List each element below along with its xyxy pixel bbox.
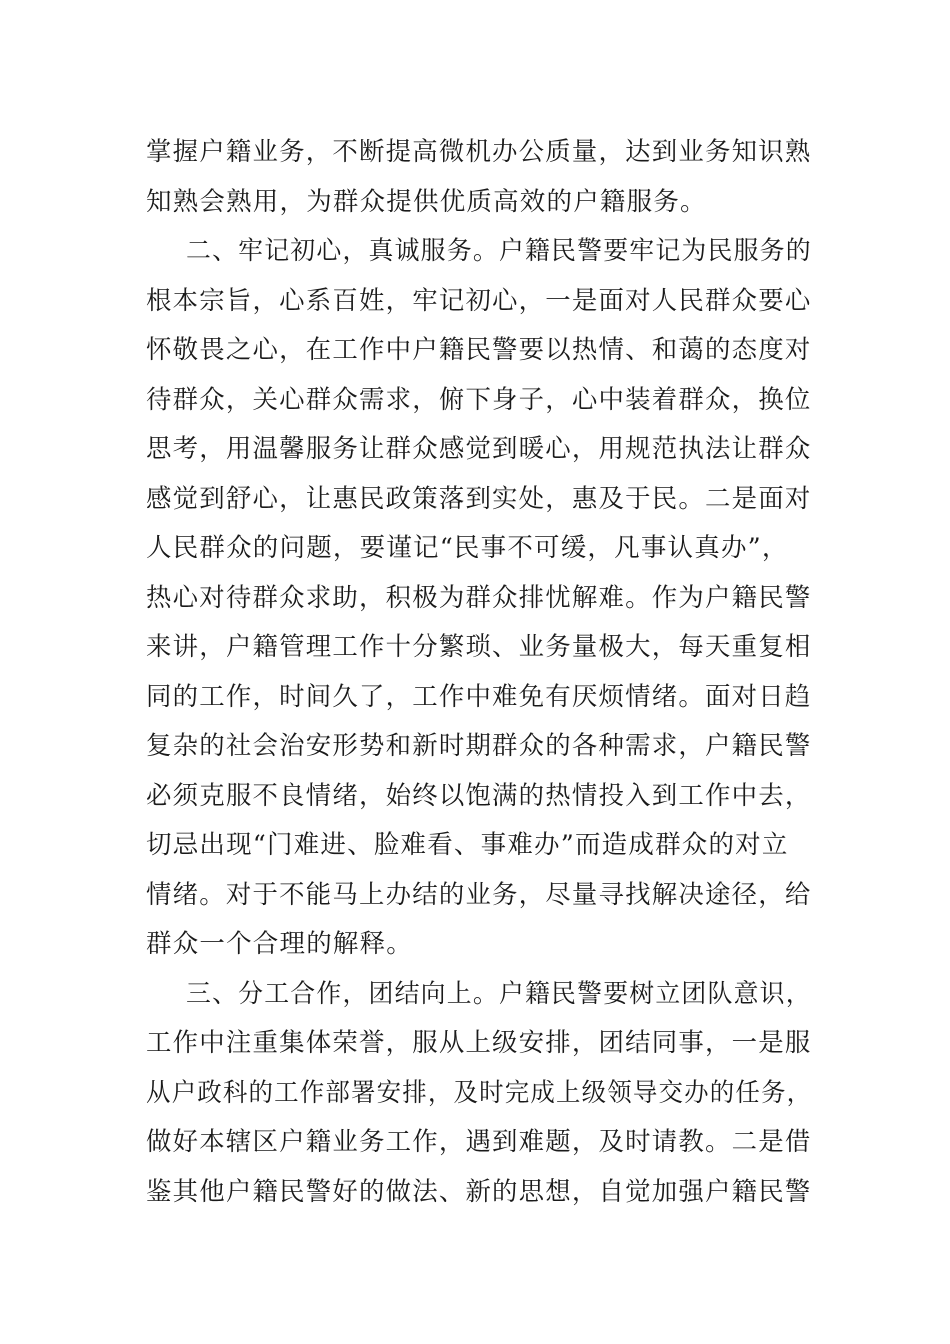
text-line: 复杂的社会治安形势和新时期群众的各种需求，户籍民警 [146,731,812,761]
text-line: 情绪。对于不能马上办结的业务，尽量寻找解决途径，给 [146,880,812,910]
text-line: 做好本辖区户籍业务工作，遇到难题，及时请教。二是借 [146,1127,812,1157]
text-line: 工作中注重集体荣誉，服从上级安排，团结同事，一是服 [146,1028,812,1058]
text-line: 掌握户籍业务，不断提高微机办公质量，达到业务知识熟 [146,137,812,167]
text-line: 待群众，关心群众需求，俯下身子，心中装着群众，换位 [146,385,812,415]
text-line: 来讲，户籍管理工作十分繁琐、业务量极大，每天重复相 [146,632,812,662]
text-line: 人民群众的问题，要谨记“民事不可缓，凡事认真办”， [146,533,789,563]
text-line: 感觉到舒心，让惠民政策落到实处，惠及于民。二是面对 [146,484,812,514]
text-line: 同的工作，时间久了，工作中难免有厌烦情绪。面对日趋 [146,682,812,712]
text-line: 鉴其他户籍民警好的做法、新的思想，自觉加强户籍民警 [146,1177,812,1207]
paragraph-heading-line: 二、牢记初心，真诚服务。户籍民警要牢记为民服务的 [186,236,812,266]
text-line: 群众一个合理的解释。 [146,929,414,959]
text-line: 怀敬畏之心，在工作中户籍民警要以热情、和蔼的态度对 [146,335,812,365]
text-line: 知熟会熟用，为群众提供优质高效的户籍服务。 [146,187,707,217]
paragraph-heading-line: 三、分工合作，团结向上。户籍民警要树立团队意识， [186,979,812,1009]
text-line: 热心对待群众求助，积极为群众排忧解难。作为户籍民警 [146,583,812,613]
text-line: 切忌出现“门难进、脸难看、事难办”而造成群众的对立 [146,830,789,860]
text-line: 必须克服不良情绪，始终以饱满的热情投入到工作中去， [146,781,812,811]
text-line: 根本宗旨，心系百姓，牢记初心，一是面对人民群众要心 [146,286,812,316]
text-line: 思考，用温馨服务让群众感觉到暖心，用规范执法让群众 [146,434,812,464]
text-line: 从户政科的工作部署安排，及时完成上级领导交办的任务， [146,1078,813,1108]
